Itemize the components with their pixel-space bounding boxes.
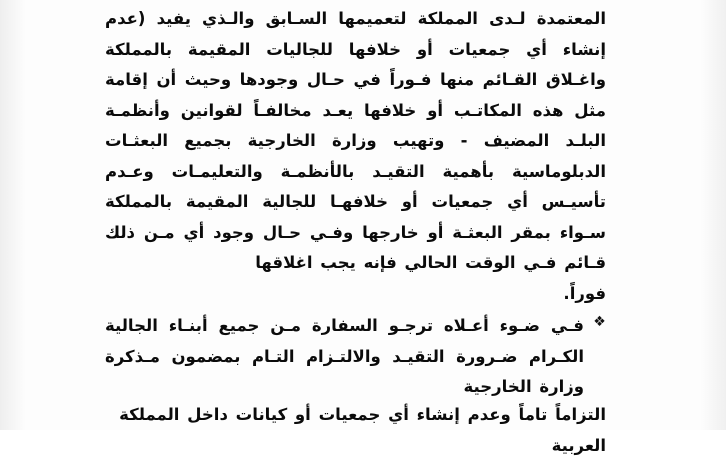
paragraph-text: المعتمدة لـدى المملكة لتعميمها السـابق والـذي يفيد (عدم إنشاء أي جمعيات أو خلافها للجاليات المقيمة بالمملكة واغـلاق القـائم منها فـوراً في حـال وجودها وحيث أن إقامة مثل هذه المكاتـب أو خلافها يعـد مخالفـاً لقوانين وأنظمـة البلـد المضيف - وتهيب وزارة الخارجية بجميع البعثـات الدبلوماسية بأهمية التقيـد بالأنظمـة والتعليمـات وعـدم تأسيـس أي جمعيات أو خلافهـا للجالية المقيمة بالمملكة سـواء بمقر البعثـة أو خارجها وفـي حـال وجود أي مـن ذلك قـائم فـي الوقت الحالي فإنه يجب اغلاقها <box>105 9 606 272</box>
clipped-bottom-line-text: التزاماً تاماً وعدم إنشاء أي جمعيات أو كيانات داخل المملكة العربية <box>119 405 606 455</box>
bulleted-paragraph-text: فـي ضـوء أعـلاه ترجـو السفارة مـن جميع أبنـاء الجالية الكـرام ضـرورة التقيـد والالتـزام التـام بمضمون مـذكرة وزارة الخارجية <box>105 316 584 396</box>
paragraph-last-line: فوراً. <box>563 283 606 303</box>
paragraph-block <box>105 4 606 309</box>
bulleted-paragraph <box>105 311 606 403</box>
bullet-marker-icon: ❖ <box>593 314 606 330</box>
clipped-bottom-line <box>105 405 606 455</box>
